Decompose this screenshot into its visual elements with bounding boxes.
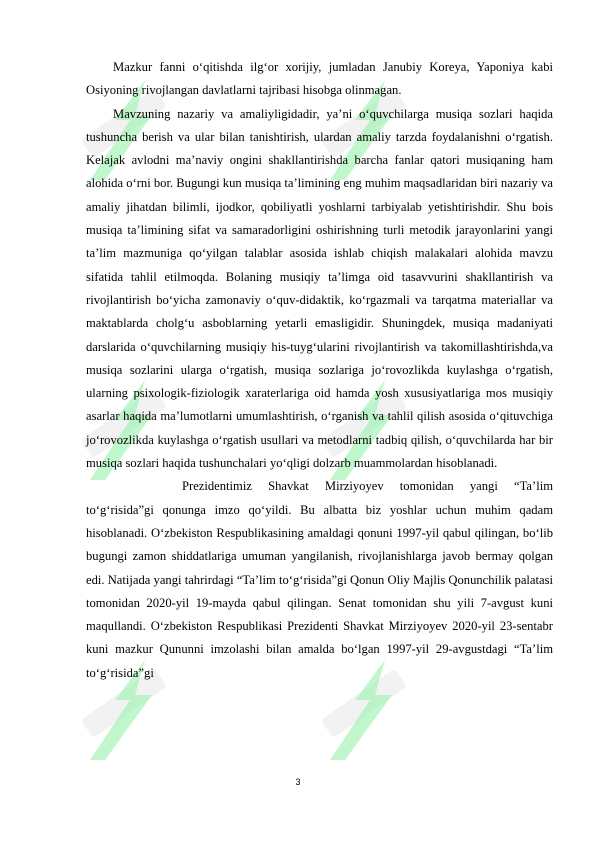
page-number: 3 [295,777,301,787]
paragraph-law: Prezidentimiz Shavkat Mirziyoyev tomonidan yangi “Taʼlim toʻgʻrisida”gi qonunga imzo qoʻyildi. Bu albatta biz yoshlar uchun muhim qadam hisoblanadi. Oʻzbekiston Respublikasining amaldagi qonuni 1997-yil qabul qilingan, boʻlib bugungi zamon shiddatlariga umuman yangilanish, rivojlanishlarga javob bermay qolgan edi. Natijada yangi tahrirdagi “Taʼlim toʻgʻrisida”gi Qonun Oliy Majlis Qonunchilik palatasi tomonidan 2020-yil 19-mayda qabul qilingan. Senat tomonidan shu yili 7-avgust kuni maqullandi. Oʻzbekiston Respublikasi Prezidenti Shavkat Mirziyoyev 2020-yil 23-sentabr kuni mazkur Qununni imzolashi bilan amalda boʻlgan 1997-yil 29-avgustdagi “Taʼlim toʻgʻrisida”gi [86,479,553,680]
document-body [86,56,553,685]
paragraph-intro: Mazkur fanni oʻqitishda ilgʻor xorijiy, jumladan Janubiy Koreya, Yaponiya kabi Osiyoning rivojlangan davlatlarni tajribasi hisobga olinmagan. [86,60,553,98]
paragraph-topic: Mavzuning nazariy va amaliyligidadir, yaʼni oʻquvchilarga musiqa sozlari haqida tushuncha berish va ular bilan tanishtirish, ulardan amaliy tarzda foydalanishni oʻrgatish. Kelajak avlodni maʼnaviy ongini shakllantirishda barcha fanlar qatori musiqaning ham alohida oʻrni bor. Bugungi kun musiqa taʼlimining eng muhim maqsadlaridan biri nazariy va amaliy jihatdan bilimli, ijodkor, qobiliyatli yoshlarni tarbiyalab yetishtirishdir. Shu bois musiqa taʼlimining sifat va samaradorligini oshirishning turli metodik jarayonlarini yangi taʼlim mazmuniga qoʻyilgan talablar asosida ishlab chiqish malakalari alohida mavzu sifatida tahlil etilmoqda. Bolaning musiqiy taʼlimga oid tasavvurini shakllantirish va rivojlantirish boʻyicha zamonaviy oʻquv-didaktik, koʻrgazmali va tarqatma materiallar va maktablarda cholgʻu asboblarning yetarli emasligidir. Shuningdek, musiqa madaniyati darslarida oʻquvchilarning musiqiy his-tuygʻularini rivojlantirish va takomillashtirishda,va musiqa sozlarini ularga oʻrgatish, musiqa sozlariga joʻrovozlikda kuylashga oʻrgatish, ularning psixologik-fiziologik xaraterlariga oid hamda yosh xususiyatlariga mos musiqiy asarlar haqida maʼlumotlarni umumlashtirish, oʻrganish va tahlil qilish asosida oʻqituvchiga joʻrovozlikda kuylashga oʻrgatish usullari va metodlarni tadbiq qilish, oʻquvchilarda har bir musiqa sozlari haqida tushunchalari yoʻqligi dolzarb muammolardan hisoblanadi. [86,106,553,471]
